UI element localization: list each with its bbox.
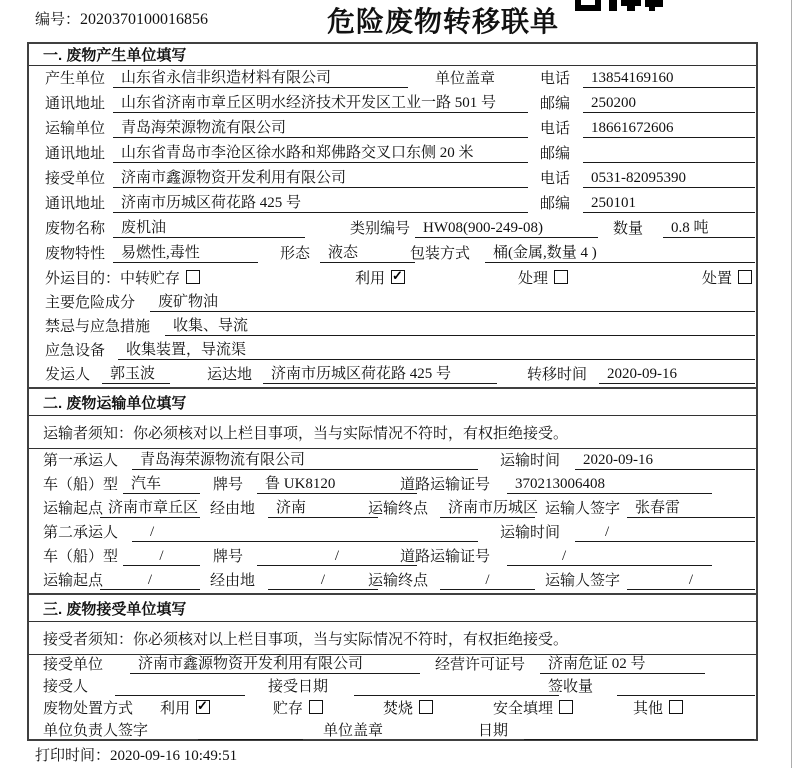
vehicle2-license-value: / <box>507 547 712 566</box>
disposal-label: 废物处置方式 <box>43 701 134 717</box>
producer-zip-label: 邮编 <box>540 96 571 112</box>
row-disposal-method <box>29 699 756 721</box>
option-label: 其他 <box>633 701 664 717</box>
section3-title: 三. 废物接受单位填写 <box>29 595 756 622</box>
row-emergency-measures <box>29 315 756 339</box>
transport-zip-value <box>583 144 755 163</box>
shipper-label: 发运人 <box>45 367 91 383</box>
carrier2-time-value: / <box>575 523 755 542</box>
purpose-option-dispose <box>702 267 752 288</box>
receiver-address-value: 济南市历城区荷花路 425 号 <box>113 194 528 213</box>
shipper-value: 郭玉波 <box>102 365 170 384</box>
section2-title: 二. 废物运输单位填写 <box>29 389 756 416</box>
route2-start-label: 运输起点 <box>43 573 104 589</box>
transport-phone-value: 18661672606 <box>583 119 755 138</box>
option-label: 处理 <box>518 271 549 287</box>
waste-props-value: 易燃性,毒性 <box>113 244 258 263</box>
row-route1 <box>29 497 756 521</box>
page-title: 危险废物转移联单 <box>326 6 559 37</box>
carrier2-label: 第二承运人 <box>43 525 119 541</box>
transport-address-value: 山东省青岛市李沧区徐水路和郑佛路交叉口东侧 20 米 <box>113 144 528 163</box>
receiver-address-label: 通讯地址 <box>45 196 106 212</box>
row-receiver-unit <box>29 166 756 191</box>
option-label: 处置 <box>702 271 733 287</box>
vehicle1-plate-label: 牌号 <box>213 477 244 493</box>
vehicle2-type-value: / <box>123 547 200 566</box>
option-label: 贮存 <box>273 701 304 717</box>
receiver-zip-label: 邮编 <box>540 196 571 212</box>
receiver-notice: 接受者须知：你必须核对以上栏目事项，当与实际情况不符时，有权拒绝接受。 <box>29 622 756 655</box>
route1-sign-value: 张春雷 <box>627 499 755 518</box>
route2-start-value: / <box>100 571 200 590</box>
row-responsible-signature <box>29 721 756 743</box>
route2-via-label: 经由地 <box>210 573 256 589</box>
route2-sign-value: / <box>627 571 755 590</box>
producer-unit-value: 山东省永信非织造材料有限公司 <box>113 69 408 88</box>
transport-zip-label: 邮编 <box>540 146 571 162</box>
row-acceptor <box>29 677 756 699</box>
waste-form-value: 液态 <box>320 244 415 263</box>
checkbox-utilize <box>391 270 405 284</box>
option-label: 利用 <box>160 701 191 717</box>
serial-value: 2020370100016856 <box>80 11 209 28</box>
section-producer <box>29 44 756 387</box>
carrier1-time-label: 运输时间 <box>500 453 561 469</box>
checkbox-dispose <box>738 270 752 284</box>
disposal-option-landfill <box>493 697 573 718</box>
receiver-phone-value: 0531-82095390 <box>583 169 755 188</box>
acceptor-label: 接受人 <box>43 679 89 695</box>
waste-qty-label: 数量 <box>613 221 644 237</box>
option-label: 焚烧 <box>383 701 414 717</box>
row-producer-address <box>29 91 756 116</box>
row-accept-unit <box>29 655 756 677</box>
vehicle2-type-label: 车（船）型 <box>43 549 119 565</box>
row-waste-props <box>29 241 756 266</box>
section-receiver <box>29 593 756 743</box>
route1-end-value: 济南市历城区 <box>440 499 535 518</box>
operate-license-value: 济南危证 02 号 <box>540 655 705 674</box>
accept-date-value <box>354 677 559 696</box>
disposal-option-utilize <box>160 697 210 718</box>
measures-value: 收集、导流 <box>165 317 755 336</box>
print-time <box>35 744 237 765</box>
transport-unit-value: 青岛海荣源物流有限公司 <box>113 119 528 138</box>
carrier2-value: / <box>132 523 478 542</box>
transfer-time-label: 转移时间 <box>527 367 588 383</box>
purpose-option-treat <box>518 267 568 288</box>
route1-sign-label: 运输人签字 <box>545 501 621 517</box>
accept-unit-label: 接受单位 <box>43 657 104 673</box>
section-transporter <box>29 387 756 593</box>
row-hazard-component <box>29 291 756 315</box>
disposal-option-incinerate <box>383 697 433 718</box>
vehicle2-plate-value: / <box>257 547 417 566</box>
route1-via-value: 济南 <box>268 499 378 518</box>
waste-name-value: 废机油 <box>113 219 305 238</box>
route2-end-label: 运输终点 <box>368 573 429 589</box>
pack-method-value: 桶(金属,数量 4 ) <box>485 244 755 263</box>
waste-qty-value: 0.8 吨 <box>663 219 755 238</box>
pack-method-label: 包装方式 <box>410 246 471 262</box>
waste-form-label: 形态 <box>280 246 311 262</box>
option-label: 中转贮存 <box>120 271 181 287</box>
row-producer-unit <box>29 66 756 91</box>
sign-qty-label: 签收量 <box>548 679 594 695</box>
vehicle1-license-value: 370213006408 <box>507 475 712 494</box>
option-label: 安全填埋 <box>493 701 554 717</box>
option-label: 利用 <box>355 271 386 287</box>
vehicle1-plate-value: 鲁 UK8120 <box>257 475 417 494</box>
vehicle2-plate-label: 牌号 <box>213 549 244 565</box>
checkbox-transfer-storage <box>186 270 200 284</box>
checkbox-disposal-landfill <box>559 700 573 714</box>
responsible-sign-value <box>198 721 303 740</box>
checkbox-disposal-other <box>669 700 683 714</box>
route2-sign-label: 运输人签字 <box>545 573 621 589</box>
transport-unit-label: 运输单位 <box>45 121 106 137</box>
carrier1-label: 第一承运人 <box>43 453 119 469</box>
row-carrier1 <box>29 449 756 473</box>
vehicle1-license-label: 道路运输证号 <box>400 477 491 493</box>
row-transport-address <box>29 141 756 166</box>
transfer-time-value: 2020-09-16 <box>599 365 755 384</box>
row-vehicle1 <box>29 473 756 497</box>
hazard-label: 主要危险成分 <box>45 295 136 311</box>
waste-code-label: 类别编号 <box>350 221 411 237</box>
destination-label: 运达地 <box>207 367 253 383</box>
route1-via-label: 经由地 <box>210 501 256 517</box>
carrier1-time-value: 2020-09-16 <box>575 451 755 470</box>
checkbox-treat <box>554 270 568 284</box>
manifest-form-table <box>27 42 758 741</box>
accept-unit-value: 济南市鑫源物资开发利用有限公司 <box>130 655 420 674</box>
producer-phone-label: 电话 <box>540 71 571 87</box>
row-vehicle2 <box>29 545 756 569</box>
row-waste-name <box>29 216 756 241</box>
checkbox-disposal-store <box>309 700 323 714</box>
disposal-option-other <box>633 697 683 718</box>
sign-date-value <box>524 721 754 740</box>
purpose-label: 外运目的： <box>45 271 121 287</box>
serial-label: 编号： <box>35 12 81 28</box>
section1-title: 一. 废物产生单位填写 <box>29 44 756 66</box>
sign-date-label: 日期 <box>478 723 509 739</box>
producer-unit-label: 产生单位 <box>45 71 106 87</box>
transport-phone-label: 电话 <box>540 121 571 137</box>
unit-seal-label-2: 单位盖章 <box>323 723 384 739</box>
row-shipper <box>29 363 756 387</box>
print-time-value: 2020-09-16 10:49:51 <box>110 748 238 764</box>
producer-address-value: 山东省济南市章丘区明水经济技术开发区工业一路 501 号 <box>113 94 528 113</box>
equipment-value: 收集装置，导流渠 <box>118 341 755 360</box>
receiver-unit-value: 济南市鑫源物资开发利用有限公司 <box>113 169 528 188</box>
receiver-unit-label: 接受单位 <box>45 171 106 187</box>
waste-props-label: 废物特性 <box>45 246 106 262</box>
sign-qty-value <box>617 677 755 696</box>
transporter-notice: 运输者须知：你必须核对以上栏目事项，当与实际情况不符时，有权拒绝接受。 <box>29 416 756 449</box>
row-route2 <box>29 569 756 593</box>
print-time-label: 打印时间： <box>35 748 111 764</box>
qr-code-fragment-icon <box>575 0 665 11</box>
row-carrier2 <box>29 521 756 545</box>
measures-label: 禁忌与应急措施 <box>45 319 151 335</box>
window-edge-divider <box>791 0 792 768</box>
hazard-value: 废矿物油 <box>150 293 755 312</box>
carrier2-time-label: 运输时间 <box>500 525 561 541</box>
route1-start-label: 运输起点 <box>43 501 104 517</box>
row-purpose <box>29 266 756 291</box>
route2-via-value: / <box>268 571 378 590</box>
checkbox-disposal-utilize <box>196 700 210 714</box>
unit-seal-label: 单位盖章 <box>435 71 496 87</box>
producer-address-label: 通讯地址 <box>45 96 106 112</box>
checkbox-disposal-incinerate <box>419 700 433 714</box>
row-receiver-address <box>29 191 756 216</box>
purpose-option-utilize <box>355 267 405 288</box>
vehicle1-type-value: 汽车 <box>123 475 200 494</box>
route1-end-label: 运输终点 <box>368 501 429 517</box>
purpose-option-transfer-storage <box>120 267 200 288</box>
destination-value: 济南市历城区荷花路 425 号 <box>263 365 497 384</box>
row-emergency-equipment <box>29 339 756 363</box>
acceptor-value <box>115 677 245 696</box>
route1-start-value: 济南市章丘区 <box>100 499 200 518</box>
receiver-phone-label: 电话 <box>540 171 571 187</box>
receiver-zip-value: 250101 <box>583 194 755 213</box>
route2-end-value: / <box>440 571 535 590</box>
responsible-sign-label: 单位负责人签字 <box>43 723 149 739</box>
carrier1-value: 青岛海荣源物流有限公司 <box>132 451 478 470</box>
producer-zip-value: 250200 <box>583 94 755 113</box>
waste-code-value: HW08(900-249-08) <box>415 219 598 238</box>
vehicle2-license-label: 道路运输证号 <box>400 549 491 565</box>
producer-phone-value: 13854169160 <box>583 69 755 88</box>
transport-address-label: 通讯地址 <box>45 146 106 162</box>
equipment-label: 应急设备 <box>45 343 106 359</box>
accept-date-label: 接受日期 <box>268 679 329 695</box>
row-transport-unit <box>29 116 756 141</box>
operate-license-label: 经营许可证号 <box>435 657 526 673</box>
waste-name-label: 废物名称 <box>45 221 106 237</box>
disposal-option-store <box>273 697 323 718</box>
vehicle1-type-label: 车（船）型 <box>43 477 119 493</box>
